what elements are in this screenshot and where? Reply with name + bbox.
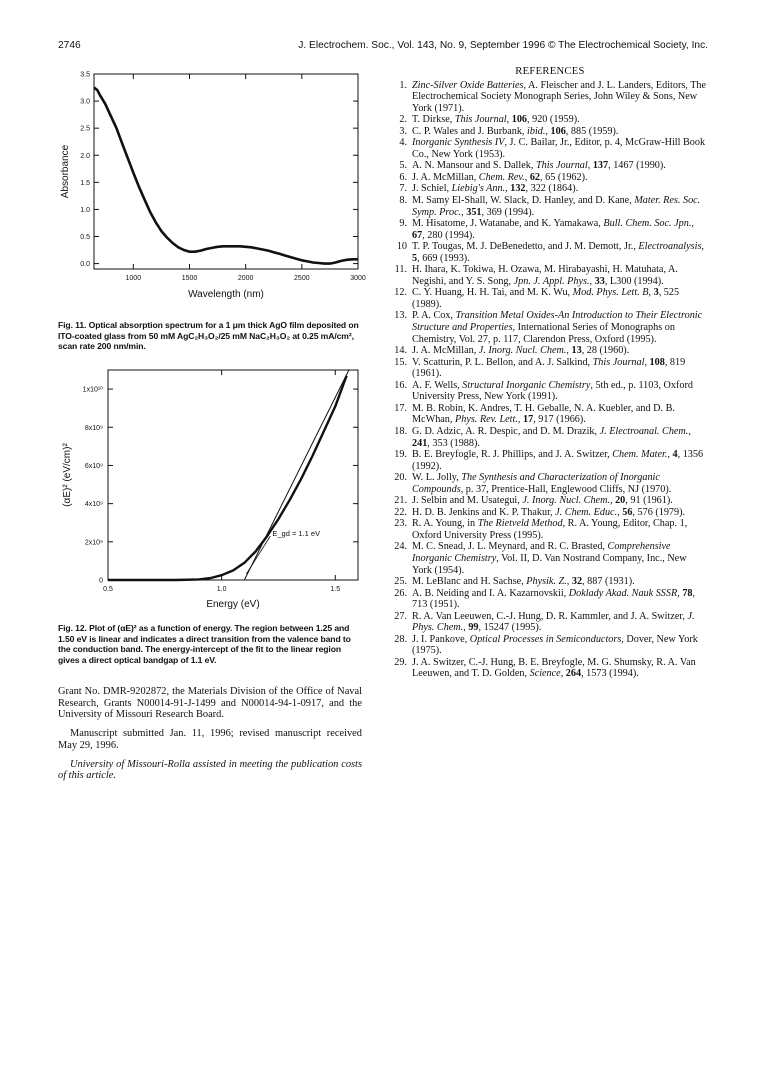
- y-tick-label: 0.0: [80, 261, 90, 269]
- reference-text: Zinc-Silver Oxide Batteries, A. Fleischer and J. L. Landers, Editors, The Electrochemical Society Monograph Series, John Wiley & Sons, New York (1971).: [412, 79, 707, 114]
- y-tick-label: 0: [99, 577, 103, 585]
- reference-text: R. A. Young, in The Rietveld Method, R. A. Young, Editor, Chap. 1, Oxford University Press (1995).: [412, 518, 688, 541]
- reference-number: 7.: [399, 183, 407, 195]
- reference-number: 15.: [394, 356, 407, 368]
- y-tick-label: 3.0: [80, 98, 90, 106]
- reference-item: [392, 264, 708, 287]
- y-tick-label: 1.0: [80, 206, 90, 214]
- reference-item: [392, 195, 708, 218]
- reference-item: [392, 588, 708, 611]
- reference-text: P. A. Cox, Transition Metal Oxides-An Introduction to Their Electronic Structure and Properties, International Series of Monographs on Chemistry, Vol. 27, p. 117, Clarendon Press, Oxford (1995).: [412, 310, 703, 345]
- reference-item: [392, 541, 708, 576]
- reference-number: 6.: [399, 171, 407, 183]
- reference-text: A. N. Mansour and S. Dallek, This Journal, 137, 1467 (1990).: [412, 160, 666, 172]
- reference-item: [392, 114, 708, 126]
- reference-item: [392, 357, 708, 380]
- reference-number: 17.: [394, 402, 407, 414]
- reference-number: 8.: [399, 195, 407, 207]
- reference-item: [392, 160, 708, 172]
- references-list: [392, 80, 708, 680]
- figure-12-caption-label: Fig. 12.: [58, 623, 87, 633]
- reference-number: 22.: [394, 506, 407, 518]
- reference-item: [392, 241, 708, 264]
- reference-number: 21.: [394, 495, 407, 507]
- reference-text: J. A. McMillan, J. Inorg. Nucl. Chem., 13, 28 (1960).: [412, 345, 630, 357]
- y-axis-label: (αE)² (eV/cm)²: [62, 443, 73, 507]
- reference-item: [392, 137, 708, 160]
- figure-11: [58, 66, 368, 317]
- figure-11-chart: [58, 66, 368, 312]
- figure-11-caption: [58, 320, 362, 352]
- reference-number: 24.: [394, 541, 407, 553]
- reference-text: C. P. Wales and J. Burbank, ibid., 106, 885 (1959).: [412, 125, 619, 137]
- x-tick-label: 0.5: [103, 586, 113, 593]
- y-tick-label: 2.5: [80, 125, 90, 133]
- left-column-text: [58, 686, 362, 789]
- reference-number: 2.: [399, 114, 407, 126]
- reference-text: A. F. Wells, Structural Inorganic Chemistry, 5th ed., p. 1103, Oxford University Press, New York (1991).: [412, 379, 693, 403]
- reference-number: 26.: [394, 587, 407, 599]
- reference-item: [392, 218, 708, 241]
- reference-text: M. B. Robin, K. Andres, T. H. Geballe, N. A. Kuebler, and D. B. McWhan, Phys. Rev. Lett., 17, 917 (1966).: [412, 402, 675, 426]
- x-tick-label: 1.0: [216, 586, 227, 593]
- y-tick-label: 4x10⁹: [84, 501, 103, 509]
- x-axis-label: Energy (eV): [206, 599, 260, 610]
- x-tick-label: 1000: [125, 275, 142, 282]
- reference-text: A. B. Neiding and I. A. Kazarnovskii, Doklady Akad. Nauk SSSR, 78, 713 (1951).: [412, 587, 696, 611]
- reference-item: [392, 172, 708, 184]
- linear-fit-line: [244, 370, 349, 580]
- reference-number: 29.: [394, 656, 407, 668]
- reference-item: [392, 345, 708, 357]
- reference-text: W. L. Jolly, The Synthesis and Characterization of Inorganic Compounds, p. 37, Prentice-Hall, Englewood Cliffs, NJ (1970).: [412, 472, 672, 495]
- manuscript-dates: Manuscript submitted Jan. 11, 1996; revised manuscript received May 29, 1996.: [58, 728, 362, 751]
- y-tick-label: 2.0: [80, 152, 90, 160]
- reference-number: 25.: [394, 576, 407, 588]
- reference-number: 23.: [394, 518, 407, 530]
- reference-number: 28.: [394, 633, 407, 645]
- journal-citation: J. Electrochem. Soc., Vol. 143, No. 9, September 1996 © The Electrochemical Society, Inc.: [298, 40, 708, 51]
- reference-text: R. A. Van Leeuwen, C.-J. Hung, D. R. Kammler, and J. A. Switzer, J. Phys. Chem., 99, 15247 (1995).: [412, 610, 695, 634]
- x-tick-label: 1.5: [330, 586, 341, 593]
- reference-text: M. Samy El-Shall, W. Slack, D. Hanley, and D. Kane, Mater. Res. Soc. Symp. Proc., 351, 369 (1994).: [412, 195, 701, 218]
- absorption-spectrum-line: [94, 88, 358, 264]
- reference-number: 16.: [394, 379, 407, 391]
- annotation-pointer: [246, 536, 270, 574]
- reference-item: [392, 287, 708, 310]
- reference-item: [392, 611, 708, 634]
- reference-text: G. D. Adzic, A. R. Despic, and D. M. Drazik, J. Electroanal. Chem., 241, 353 (1988).: [412, 425, 691, 449]
- bandgap-annotation: E_gd = 1.1 eV: [272, 529, 321, 538]
- reference-text: T. P. Tougas, M. J. DeBenedetto, and J. M. Demott, Jr., Electroanalysis, 5, 669 (1993).: [412, 241, 704, 264]
- reference-text: J. A. Switzer, C.-J. Hung, B. E. Breyfogle, M. G. Shumsky, R. A. Van Leeuwen, and T. D. Golden, Science, 264, 1573 (1994).: [412, 656, 696, 680]
- acknowledgment-paragraph: Grant No. DMR-9202872, the Materials Division of the Office of Naval Research, Grants N00014-91-J-1499 and N00014-94-1-0917, and the University of Missouri Research Board.: [58, 686, 362, 721]
- y-tick-label: 2x10⁹: [84, 539, 103, 547]
- reference-item: [392, 310, 708, 345]
- reference-item: [392, 472, 708, 495]
- x-tick-label: 3000: [350, 275, 366, 282]
- reference-item: [392, 403, 708, 426]
- reference-text: C. Y. Huang, H. H. Tai, and M. K. Wu, Mod. Phys. Lett. B, 3, 525 (1989).: [412, 287, 680, 310]
- reference-number: 11.: [394, 264, 407, 276]
- reference-text: M. Hisatome, J. Watanabe, and K. Yamakawa, Bull. Chem. Soc. Jpn., 67, 280 (1994).: [412, 218, 694, 241]
- reference-text: B. E. Breyfogle, R. J. Phillips, and J. A. Switzer, Chem. Mater., 4, 1356 (1992).: [412, 449, 704, 472]
- reference-number: 18.: [394, 425, 407, 437]
- reference-item: [392, 518, 708, 541]
- figure-12: [58, 362, 368, 625]
- reference-number: 3.: [399, 125, 407, 137]
- reference-text: J. A. McMillan, Chem. Rev., 62, 65 (1962).: [412, 171, 588, 183]
- plot-frame: [108, 370, 358, 580]
- y-tick-label: 6x10⁹: [84, 462, 103, 470]
- running-header: [58, 40, 708, 54]
- reference-item: [392, 426, 708, 449]
- publication-note: University of Missouri-Rolla assisted in meeting the publication costs of this article.: [58, 758, 362, 782]
- absorption-squared-curve: [108, 376, 347, 580]
- y-tick-label: 0.5: [80, 234, 90, 241]
- x-tick-label: 1500: [181, 275, 198, 282]
- x-axis-label: Wavelength (nm): [188, 289, 264, 300]
- y-tick-label: 1x10¹⁰: [82, 386, 103, 394]
- reference-number: 5.: [399, 160, 407, 172]
- reference-item: [392, 495, 708, 507]
- reference-item: [392, 183, 708, 195]
- reference-number: 10: [396, 241, 407, 253]
- reference-text: J. Schiel, Liebig's Ann., 132, 322 (1864).: [412, 183, 579, 195]
- reference-number: 4.: [399, 137, 407, 149]
- y-tick-label: 8x10⁹: [84, 424, 103, 432]
- figure-11-caption-label: Fig. 11.: [58, 320, 87, 330]
- figure-11-caption-text: Optical absorption spectrum for a 1 μm thick AgO film deposited on ITO-coated glass from 50 mM AgC₂H₃O₂/25 mM NaC₂H₃O₂ at 0.25 mA/cm², scan rate 200 nm/min.: [58, 320, 359, 352]
- reference-text: T. Dirkse, This Journal, 106, 920 (1959).: [412, 114, 580, 126]
- reference-text: H. Ihara, K. Tokiwa, H. Ozawa, M. Hirabayashi, H. Matuhata, A. Negishi, and Y. S. Song, Jpn. J. Appl. Phys., 33, L300 (1994).: [412, 264, 678, 287]
- reference-text: V. Scatturin, P. L. Bellon, and A. J. Salkind, This Journal, 108, 819 (1961).: [412, 356, 686, 380]
- figure-12-caption: [58, 623, 362, 665]
- figure-12-chart: [58, 362, 368, 620]
- reference-number: 9.: [399, 218, 407, 230]
- reference-text: M. LeBlanc and H. Sachse, Physik. Z., 32, 887 (1931).: [412, 576, 635, 588]
- reference-number: 14.: [394, 345, 407, 357]
- reference-text: Inorganic Synthesis IV, J. C. Bailar, Jr., Editor, p. 4, McGraw-Hill Book Co., New York (1953).: [412, 137, 706, 160]
- reference-item: [392, 576, 708, 588]
- reference-text: M. C. Snead, J. L. Meynard, and R. C. Brasted, Comprehensive Inorganic Chemistry, Vol. II, D. Van Nostrand Company, Inc., New York (1954).: [412, 541, 687, 576]
- reference-item: [392, 449, 708, 472]
- reference-item: [392, 657, 708, 680]
- x-tick-label: 2000: [237, 275, 254, 282]
- reference-item: [392, 126, 708, 138]
- figure-12-caption-text: Plot of (αE)² as a function of energy. The region between 1.25 and 1.50 eV is linear and indicates a direct transition from the valence band to the conduction band. The energy-intercept of the fit to the linear region gives a direct optical bandgap of 1.1 eV.: [58, 623, 351, 665]
- x-tick-label: 2500: [294, 275, 310, 282]
- y-tick-label: 3.5: [80, 71, 90, 79]
- page-number: 2746: [58, 40, 81, 51]
- references-section: [392, 66, 708, 680]
- y-axis-label: Absorbance: [60, 144, 71, 199]
- reference-number: 13.: [394, 310, 407, 322]
- reference-number: 20.: [394, 472, 407, 484]
- references-heading: REFERENCES: [515, 66, 585, 77]
- reference-item: [392, 80, 708, 115]
- reference-text: H. D. B. Jenkins and K. P. Thakur, J. Chem. Educ., 56, 576 (1979).: [412, 506, 686, 518]
- y-tick-label: 1.5: [80, 179, 90, 187]
- reference-item: [392, 507, 708, 519]
- reference-text: J. Selbin and M. Usategui, J. Inorg. Nucl. Chem., 20, 91 (1961).: [412, 495, 673, 507]
- reference-item: [392, 380, 708, 403]
- reference-number: 12.: [394, 287, 407, 299]
- reference-number: 19.: [394, 449, 407, 461]
- reference-text: J. I. Pankove, Optical Processes in Semiconductors, Dover, New York (1975).: [412, 633, 698, 657]
- reference-number: 1.: [399, 79, 407, 91]
- reference-item: [392, 634, 708, 657]
- reference-number: 27.: [394, 610, 407, 622]
